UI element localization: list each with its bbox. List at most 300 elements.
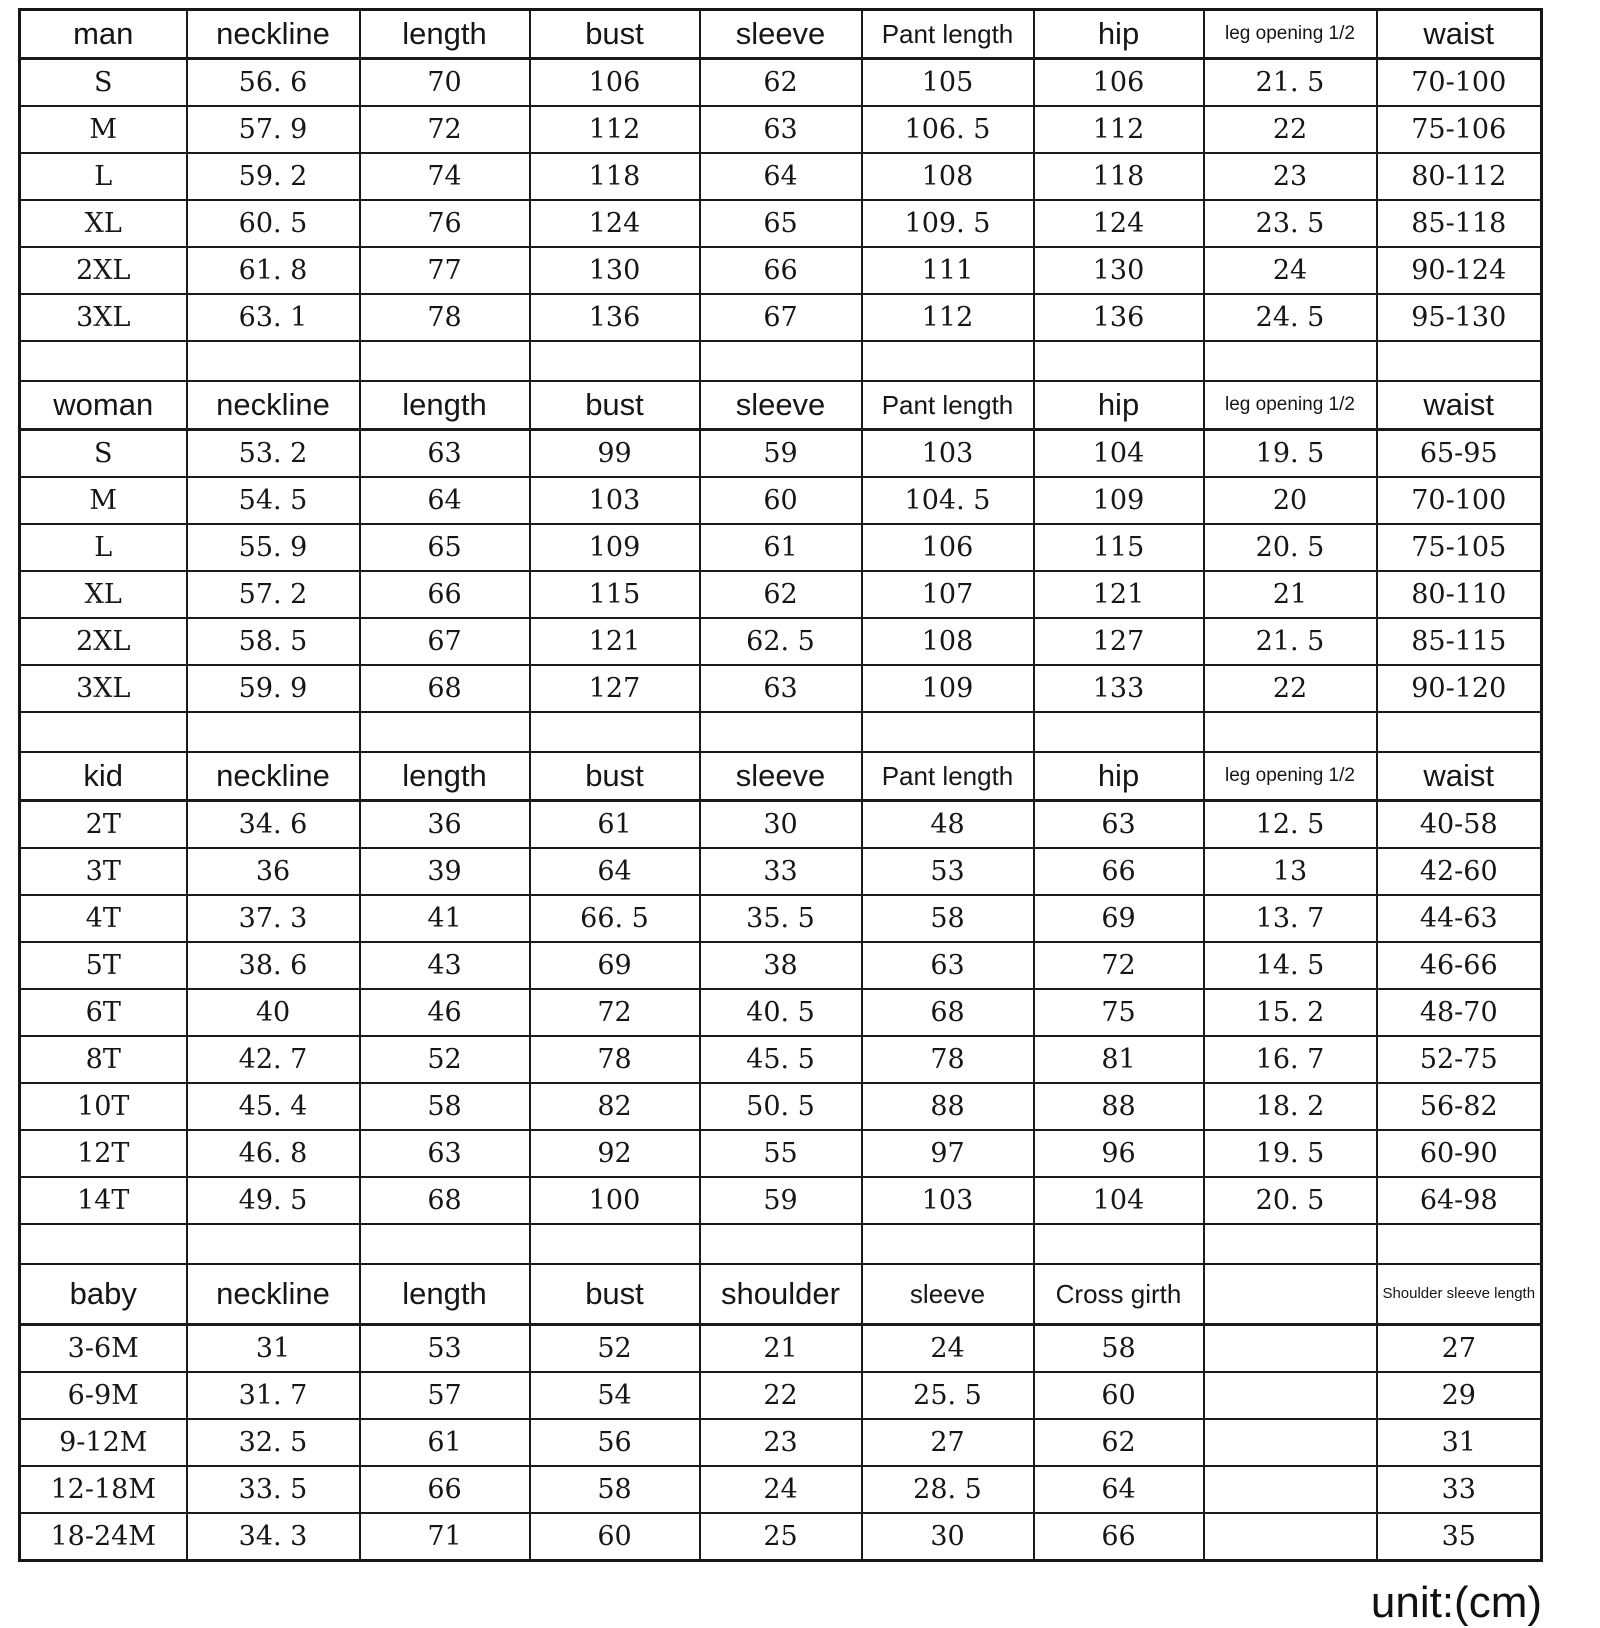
value-cell: 82 bbox=[530, 1083, 700, 1130]
value-cell: 76 bbox=[360, 200, 530, 247]
value-cell: 118 bbox=[530, 153, 700, 200]
data-row-man-M bbox=[20, 106, 1542, 153]
value-cell: 103 bbox=[862, 1177, 1034, 1224]
value-cell: 78 bbox=[862, 1036, 1034, 1083]
value-cell: 60 bbox=[530, 1513, 700, 1561]
value-cell: 112 bbox=[530, 106, 700, 153]
value-cell: 66 bbox=[1034, 1513, 1204, 1561]
size-cell: 9-12M bbox=[20, 1419, 187, 1466]
value-cell: 27 bbox=[862, 1419, 1034, 1466]
value-cell: 29 bbox=[1377, 1372, 1542, 1419]
data-row-woman-M bbox=[20, 477, 1542, 524]
value-cell: 96 bbox=[1034, 1130, 1204, 1177]
value-cell: 78 bbox=[530, 1036, 700, 1083]
size-cell: 6-9M bbox=[20, 1372, 187, 1419]
size-cell: 3T bbox=[20, 848, 187, 895]
value-cell: 46-66 bbox=[1377, 942, 1542, 989]
value-cell: 59 bbox=[700, 430, 862, 478]
value-cell: 54. 5 bbox=[187, 477, 360, 524]
header-cell-baby-7 bbox=[1204, 1264, 1377, 1325]
value-cell: 65 bbox=[700, 200, 862, 247]
value-cell: 133 bbox=[1034, 665, 1204, 712]
value-cell: 20 bbox=[1204, 477, 1377, 524]
header-cell-baby-2: length bbox=[360, 1264, 530, 1325]
value-cell: 41 bbox=[360, 895, 530, 942]
value-cell: 136 bbox=[1034, 294, 1204, 341]
data-row-kid-6T bbox=[20, 989, 1542, 1036]
header-cell-woman-8: waist bbox=[1377, 381, 1542, 430]
spacer-cell bbox=[20, 712, 187, 752]
value-cell: 75-106 bbox=[1377, 106, 1542, 153]
data-row-kid-2T bbox=[20, 801, 1542, 849]
header-cell-kid-2: length bbox=[360, 752, 530, 801]
value-cell: 112 bbox=[1034, 106, 1204, 153]
header-cell-man-5: Pant length bbox=[862, 10, 1034, 59]
value-cell: 21 bbox=[700, 1325, 862, 1373]
size-cell: L bbox=[20, 153, 187, 200]
spacer-cell bbox=[1034, 712, 1204, 752]
value-cell: 58 bbox=[530, 1466, 700, 1513]
value-cell: 49. 5 bbox=[187, 1177, 360, 1224]
value-cell bbox=[1204, 1325, 1377, 1373]
data-row-man-L bbox=[20, 153, 1542, 200]
value-cell: 22 bbox=[1204, 665, 1377, 712]
data-row-woman-2XL bbox=[20, 618, 1542, 665]
value-cell: 78 bbox=[360, 294, 530, 341]
data-row-woman-L bbox=[20, 524, 1542, 571]
value-cell: 109 bbox=[1034, 477, 1204, 524]
value-cell: 104. 5 bbox=[862, 477, 1034, 524]
value-cell: 127 bbox=[530, 665, 700, 712]
value-cell: 24 bbox=[700, 1466, 862, 1513]
value-cell: 18. 2 bbox=[1204, 1083, 1377, 1130]
value-cell: 33. 5 bbox=[187, 1466, 360, 1513]
value-cell: 67 bbox=[360, 618, 530, 665]
data-row-baby-6-9M bbox=[20, 1372, 1542, 1419]
value-cell: 52 bbox=[530, 1325, 700, 1373]
value-cell: 24 bbox=[1204, 247, 1377, 294]
value-cell bbox=[1204, 1513, 1377, 1561]
value-cell: 107 bbox=[862, 571, 1034, 618]
value-cell: 72 bbox=[530, 989, 700, 1036]
value-cell: 105 bbox=[862, 59, 1034, 107]
value-cell: 69 bbox=[1034, 895, 1204, 942]
value-cell: 58 bbox=[360, 1083, 530, 1130]
size-cell: 10T bbox=[20, 1083, 187, 1130]
spacer-cell bbox=[530, 712, 700, 752]
header-cell-man-2: length bbox=[360, 10, 530, 59]
size-cell: 12-18M bbox=[20, 1466, 187, 1513]
value-cell: 66 bbox=[1034, 848, 1204, 895]
value-cell: 80-110 bbox=[1377, 571, 1542, 618]
size-chart-table bbox=[18, 8, 1543, 1562]
spacer-cell bbox=[187, 712, 360, 752]
value-cell: 77 bbox=[360, 247, 530, 294]
header-cell-man-4: sleeve bbox=[700, 10, 862, 59]
value-cell: 121 bbox=[1034, 571, 1204, 618]
value-cell: 65-95 bbox=[1377, 430, 1542, 478]
value-cell: 28. 5 bbox=[862, 1466, 1034, 1513]
value-cell: 37. 3 bbox=[187, 895, 360, 942]
header-row-woman bbox=[20, 381, 1542, 430]
value-cell: 38 bbox=[700, 942, 862, 989]
value-cell: 71 bbox=[360, 1513, 530, 1561]
value-cell: 13. 7 bbox=[1204, 895, 1377, 942]
value-cell: 130 bbox=[530, 247, 700, 294]
value-cell: 30 bbox=[862, 1513, 1034, 1561]
value-cell: 58 bbox=[1034, 1325, 1204, 1373]
value-cell: 24 bbox=[862, 1325, 1034, 1373]
header-cell-man-8: waist bbox=[1377, 10, 1542, 59]
value-cell: 62. 5 bbox=[700, 618, 862, 665]
value-cell: 31. 7 bbox=[187, 1372, 360, 1419]
value-cell: 40. 5 bbox=[700, 989, 862, 1036]
value-cell: 46 bbox=[360, 989, 530, 1036]
size-cell: 3XL bbox=[20, 294, 187, 341]
data-row-man-S bbox=[20, 59, 1542, 107]
value-cell: 57. 9 bbox=[187, 106, 360, 153]
size-cell: L bbox=[20, 524, 187, 571]
data-row-woman-3XL bbox=[20, 665, 1542, 712]
spacer-cell bbox=[360, 712, 530, 752]
spacer-cell bbox=[360, 341, 530, 381]
value-cell: 112 bbox=[862, 294, 1034, 341]
value-cell: 88 bbox=[1034, 1083, 1204, 1130]
value-cell: 54 bbox=[530, 1372, 700, 1419]
spacer-row bbox=[20, 712, 1542, 752]
value-cell: 136 bbox=[530, 294, 700, 341]
value-cell: 61 bbox=[700, 524, 862, 571]
unit-label: unit:(cm) bbox=[1370, 1578, 1542, 1627]
value-cell: 115 bbox=[1034, 524, 1204, 571]
data-row-kid-4T bbox=[20, 895, 1542, 942]
size-chart-body bbox=[20, 10, 1542, 1561]
value-cell: 111 bbox=[862, 247, 1034, 294]
value-cell: 92 bbox=[530, 1130, 700, 1177]
value-cell: 53. 2 bbox=[187, 430, 360, 478]
value-cell: 31 bbox=[187, 1325, 360, 1373]
value-cell: 104 bbox=[1034, 1177, 1204, 1224]
data-row-man-XL bbox=[20, 200, 1542, 247]
value-cell: 21. 5 bbox=[1204, 618, 1377, 665]
size-cell: XL bbox=[20, 200, 187, 247]
value-cell: 21 bbox=[1204, 571, 1377, 618]
header-row-man bbox=[20, 10, 1542, 59]
header-cell-baby-3: bust bbox=[530, 1264, 700, 1325]
value-cell bbox=[1204, 1372, 1377, 1419]
value-cell: 127 bbox=[1034, 618, 1204, 665]
value-cell: 124 bbox=[530, 200, 700, 247]
spacer-cell bbox=[1204, 712, 1377, 752]
value-cell: 60 bbox=[1034, 1372, 1204, 1419]
value-cell: 109 bbox=[530, 524, 700, 571]
header-cell-baby-8: Shoulder sleeve length bbox=[1377, 1264, 1542, 1325]
value-cell: 40-58 bbox=[1377, 801, 1542, 849]
value-cell: 63. 1 bbox=[187, 294, 360, 341]
header-cell-woman-7: leg opening 1/2 bbox=[1204, 381, 1377, 430]
value-cell: 109. 5 bbox=[862, 200, 1034, 247]
value-cell: 63 bbox=[1034, 801, 1204, 849]
spacer-cell bbox=[1377, 1224, 1542, 1264]
value-cell: 61 bbox=[360, 1419, 530, 1466]
value-cell: 46. 8 bbox=[187, 1130, 360, 1177]
size-cell: XL bbox=[20, 571, 187, 618]
size-cell: M bbox=[20, 106, 187, 153]
value-cell: 38. 6 bbox=[187, 942, 360, 989]
header-cell-woman-1: neckline bbox=[187, 381, 360, 430]
data-row-kid-5T bbox=[20, 942, 1542, 989]
value-cell: 106. 5 bbox=[862, 106, 1034, 153]
value-cell: 70 bbox=[360, 59, 530, 107]
value-cell: 103 bbox=[862, 430, 1034, 478]
value-cell: 15. 2 bbox=[1204, 989, 1377, 1036]
spacer-row bbox=[20, 1224, 1542, 1264]
value-cell: 85-118 bbox=[1377, 200, 1542, 247]
value-cell: 68 bbox=[360, 1177, 530, 1224]
header-cell-kid-7: leg opening 1/2 bbox=[1204, 752, 1377, 801]
value-cell: 115 bbox=[530, 571, 700, 618]
value-cell: 36 bbox=[360, 801, 530, 849]
header-row-kid bbox=[20, 752, 1542, 801]
value-cell: 64 bbox=[1034, 1466, 1204, 1513]
value-cell: 59. 9 bbox=[187, 665, 360, 712]
spacer-cell bbox=[360, 1224, 530, 1264]
value-cell: 100 bbox=[530, 1177, 700, 1224]
spacer-cell bbox=[862, 712, 1034, 752]
value-cell: 63 bbox=[700, 665, 862, 712]
header-cell-baby-4: shoulder bbox=[700, 1264, 862, 1325]
value-cell: 24. 5 bbox=[1204, 294, 1377, 341]
value-cell: 66 bbox=[700, 247, 862, 294]
value-cell: 75-105 bbox=[1377, 524, 1542, 571]
size-cell: 14T bbox=[20, 1177, 187, 1224]
header-cell-baby-0: baby bbox=[20, 1264, 187, 1325]
value-cell: 59. 2 bbox=[187, 153, 360, 200]
header-cell-woman-2: length bbox=[360, 381, 530, 430]
data-row-kid-10T bbox=[20, 1083, 1542, 1130]
value-cell: 25. 5 bbox=[862, 1372, 1034, 1419]
data-row-baby-12-18M bbox=[20, 1466, 1542, 1513]
value-cell: 25 bbox=[700, 1513, 862, 1561]
value-cell: 63 bbox=[360, 1130, 530, 1177]
spacer-cell bbox=[187, 341, 360, 381]
value-cell: 53 bbox=[360, 1325, 530, 1373]
value-cell: 55 bbox=[700, 1130, 862, 1177]
data-row-baby-3-6M bbox=[20, 1325, 1542, 1373]
size-cell: 3-6M bbox=[20, 1325, 187, 1373]
header-cell-kid-8: waist bbox=[1377, 752, 1542, 801]
data-row-kid-12T bbox=[20, 1130, 1542, 1177]
value-cell: 124 bbox=[1034, 200, 1204, 247]
size-chart-page bbox=[0, 8, 1600, 1627]
header-cell-kid-0: kid bbox=[20, 752, 187, 801]
value-cell bbox=[1204, 1466, 1377, 1513]
value-cell: 55. 9 bbox=[187, 524, 360, 571]
value-cell: 59 bbox=[700, 1177, 862, 1224]
spacer-cell bbox=[1034, 341, 1204, 381]
header-cell-man-6: hip bbox=[1034, 10, 1204, 59]
value-cell: 90-124 bbox=[1377, 247, 1542, 294]
header-cell-woman-4: sleeve bbox=[700, 381, 862, 430]
header-cell-woman-0: woman bbox=[20, 381, 187, 430]
spacer-cell bbox=[1204, 341, 1377, 381]
value-cell: 19. 5 bbox=[1204, 430, 1377, 478]
header-cell-man-3: bust bbox=[530, 10, 700, 59]
value-cell: 20. 5 bbox=[1204, 1177, 1377, 1224]
value-cell: 103 bbox=[530, 477, 700, 524]
value-cell: 50. 5 bbox=[700, 1083, 862, 1130]
value-cell: 70-100 bbox=[1377, 477, 1542, 524]
header-cell-woman-3: bust bbox=[530, 381, 700, 430]
spacer-cell bbox=[530, 1224, 700, 1264]
data-row-kid-8T bbox=[20, 1036, 1542, 1083]
value-cell: 106 bbox=[530, 59, 700, 107]
spacer-cell bbox=[20, 1224, 187, 1264]
value-cell: 21. 5 bbox=[1204, 59, 1377, 107]
header-cell-woman-5: Pant length bbox=[862, 381, 1034, 430]
spacer-cell bbox=[1034, 1224, 1204, 1264]
value-cell: 31 bbox=[1377, 1419, 1542, 1466]
value-cell: 118 bbox=[1034, 153, 1204, 200]
value-cell: 22 bbox=[700, 1372, 862, 1419]
value-cell: 75 bbox=[1034, 989, 1204, 1036]
data-row-kid-14T bbox=[20, 1177, 1542, 1224]
header-cell-kid-4: sleeve bbox=[700, 752, 862, 801]
value-cell: 62 bbox=[1034, 1419, 1204, 1466]
value-cell: 43 bbox=[360, 942, 530, 989]
value-cell: 20. 5 bbox=[1204, 524, 1377, 571]
size-cell: M bbox=[20, 477, 187, 524]
value-cell: 74 bbox=[360, 153, 530, 200]
spacer-cell bbox=[862, 1224, 1034, 1264]
size-cell: S bbox=[20, 59, 187, 107]
value-cell: 121 bbox=[530, 618, 700, 665]
size-cell: 2T bbox=[20, 801, 187, 849]
data-row-man-3XL bbox=[20, 294, 1542, 341]
value-cell: 57 bbox=[360, 1372, 530, 1419]
value-cell: 85-115 bbox=[1377, 618, 1542, 665]
value-cell: 70-100 bbox=[1377, 59, 1542, 107]
header-cell-baby-5: sleeve bbox=[862, 1264, 1034, 1325]
value-cell: 22 bbox=[1204, 106, 1377, 153]
value-cell: 12. 5 bbox=[1204, 801, 1377, 849]
value-cell: 81 bbox=[1034, 1036, 1204, 1083]
value-cell: 64 bbox=[700, 153, 862, 200]
value-cell: 106 bbox=[1034, 59, 1204, 107]
value-cell: 72 bbox=[360, 106, 530, 153]
value-cell: 68 bbox=[360, 665, 530, 712]
spacer-cell bbox=[862, 341, 1034, 381]
value-cell: 63 bbox=[862, 942, 1034, 989]
spacer-cell bbox=[530, 341, 700, 381]
size-cell: S bbox=[20, 430, 187, 478]
value-cell: 45. 5 bbox=[700, 1036, 862, 1083]
header-cell-woman-6: hip bbox=[1034, 381, 1204, 430]
value-cell: 42. 7 bbox=[187, 1036, 360, 1083]
value-cell: 35 bbox=[1377, 1513, 1542, 1561]
value-cell: 57. 2 bbox=[187, 571, 360, 618]
value-cell: 108 bbox=[862, 153, 1034, 200]
value-cell: 88 bbox=[862, 1083, 1034, 1130]
value-cell: 56. 6 bbox=[187, 59, 360, 107]
value-cell: 90-120 bbox=[1377, 665, 1542, 712]
size-cell: 4T bbox=[20, 895, 187, 942]
value-cell: 52-75 bbox=[1377, 1036, 1542, 1083]
value-cell: 33 bbox=[700, 848, 862, 895]
size-cell: 6T bbox=[20, 989, 187, 1036]
spacer-cell bbox=[187, 1224, 360, 1264]
header-cell-baby-6: Cross girth bbox=[1034, 1264, 1204, 1325]
header-cell-kid-3: bust bbox=[530, 752, 700, 801]
size-cell: 3XL bbox=[20, 665, 187, 712]
header-cell-kid-6: hip bbox=[1034, 752, 1204, 801]
value-cell: 130 bbox=[1034, 247, 1204, 294]
header-row-baby bbox=[20, 1264, 1542, 1325]
header-cell-kid-5: Pant length bbox=[862, 752, 1034, 801]
value-cell: 48 bbox=[862, 801, 1034, 849]
value-cell: 36 bbox=[187, 848, 360, 895]
value-cell: 64 bbox=[360, 477, 530, 524]
value-cell: 23 bbox=[1204, 153, 1377, 200]
value-cell: 32. 5 bbox=[187, 1419, 360, 1466]
value-cell: 108 bbox=[862, 618, 1034, 665]
value-cell: 52 bbox=[360, 1036, 530, 1083]
value-cell: 34. 3 bbox=[187, 1513, 360, 1561]
value-cell: 42-60 bbox=[1377, 848, 1542, 895]
spacer-cell bbox=[700, 1224, 862, 1264]
value-cell: 64 bbox=[530, 848, 700, 895]
value-cell: 60. 5 bbox=[187, 200, 360, 247]
value-cell: 69 bbox=[530, 942, 700, 989]
value-cell: 56-82 bbox=[1377, 1083, 1542, 1130]
value-cell: 19. 5 bbox=[1204, 1130, 1377, 1177]
value-cell: 66. 5 bbox=[530, 895, 700, 942]
value-cell: 30 bbox=[700, 801, 862, 849]
value-cell: 64-98 bbox=[1377, 1177, 1542, 1224]
data-row-baby-18-24M bbox=[20, 1513, 1542, 1561]
data-row-baby-9-12M bbox=[20, 1419, 1542, 1466]
data-row-woman-S bbox=[20, 430, 1542, 478]
value-cell: 40 bbox=[187, 989, 360, 1036]
value-cell: 80-112 bbox=[1377, 153, 1542, 200]
value-cell: 99 bbox=[530, 430, 700, 478]
value-cell: 33 bbox=[1377, 1466, 1542, 1513]
header-cell-man-0: man bbox=[20, 10, 187, 59]
value-cell: 39 bbox=[360, 848, 530, 895]
value-cell: 97 bbox=[862, 1130, 1034, 1177]
value-cell: 45. 4 bbox=[187, 1083, 360, 1130]
value-cell: 48-70 bbox=[1377, 989, 1542, 1036]
header-cell-baby-1: neckline bbox=[187, 1264, 360, 1325]
header-cell-man-1: neckline bbox=[187, 10, 360, 59]
value-cell: 44-63 bbox=[1377, 895, 1542, 942]
value-cell: 72 bbox=[1034, 942, 1204, 989]
spacer-cell bbox=[1377, 341, 1542, 381]
value-cell: 62 bbox=[700, 571, 862, 618]
size-cell: 18-24M bbox=[20, 1513, 187, 1561]
value-cell: 60-90 bbox=[1377, 1130, 1542, 1177]
size-cell: 2XL bbox=[20, 618, 187, 665]
value-cell bbox=[1204, 1419, 1377, 1466]
value-cell: 65 bbox=[360, 524, 530, 571]
size-cell: 12T bbox=[20, 1130, 187, 1177]
value-cell: 63 bbox=[360, 430, 530, 478]
value-cell: 104 bbox=[1034, 430, 1204, 478]
value-cell: 53 bbox=[862, 848, 1034, 895]
spacer-cell bbox=[1377, 712, 1542, 752]
spacer-cell bbox=[700, 341, 862, 381]
value-cell: 13 bbox=[1204, 848, 1377, 895]
